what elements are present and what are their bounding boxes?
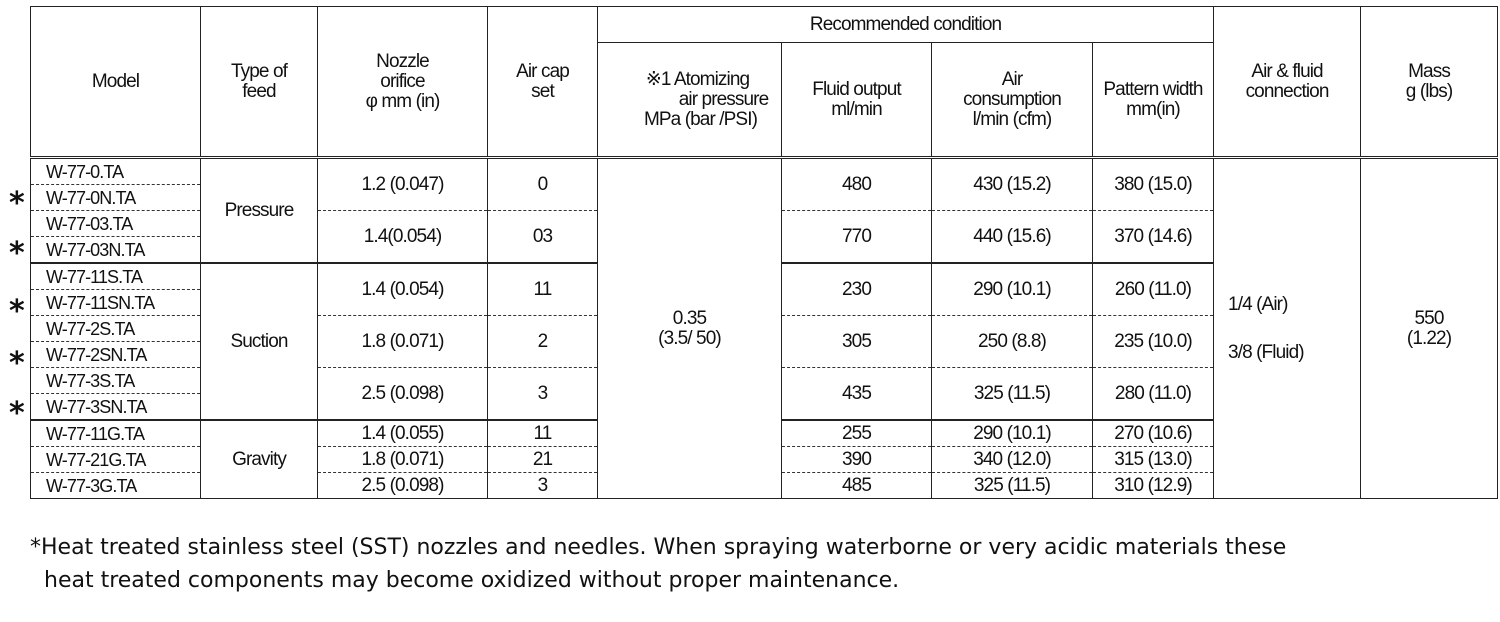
nozzle-cell: 2.5 (0.098) (318, 368, 488, 421)
header-type-of-feed: Type of feed (201, 7, 318, 158)
air-consumption-cell: 325 (11.5) (932, 368, 1093, 421)
fluid-output-cell: 255 (782, 420, 932, 447)
pattern-width-cell: 315 (13.0) (1093, 447, 1214, 473)
air-consumption-cell: 340 (12.0) (932, 447, 1093, 473)
header-air-fluid-connection: Air & fluid connection (1214, 7, 1361, 158)
sst-asterisk-marker: * (9, 396, 25, 431)
fluid-output-cell: 435 (782, 368, 932, 421)
air-cap-cell: 03 (488, 211, 598, 264)
sst-asterisk-marker: * (9, 346, 25, 381)
air-cap-cell: 21 (488, 447, 598, 473)
pattern-width-cell: 235 (10.0) (1093, 316, 1214, 368)
feed-type-suction: Suction (201, 263, 318, 420)
nozzle-cell: 1.8 (0.071) (318, 447, 488, 473)
air-consumption-cell: 430 (15.2) (932, 158, 1093, 211)
model-cell: W-77-21G.TA (31, 447, 201, 473)
header-air-consumption: Air consumption l/min (cfm) (932, 43, 1093, 158)
model-cell: W-77-3G.TA (31, 473, 201, 499)
nozzle-cell: 1.4(0.054) (318, 211, 488, 264)
model-cell: W-77-11S.TA (31, 263, 201, 290)
atomizing-pressure-cell: 0.35 (3.5/ 50) (598, 158, 782, 499)
fluid-output-cell: 770 (782, 211, 932, 264)
air-consumption-cell: 440 (15.6) (932, 211, 1093, 264)
footnote (30, 531, 1470, 597)
pattern-width-cell: 370 (14.6) (1093, 211, 1214, 264)
header-mass: Mass g (lbs) (1361, 7, 1498, 158)
feed-type-gravity: Gravity (201, 420, 318, 499)
model-cell: W-77-11G.TA (31, 420, 201, 447)
nozzle-cell: 1.2 (0.047) (318, 158, 488, 211)
model-cell: W-77-3S.TA (31, 368, 201, 394)
model-cell: W-77-0N.TA (31, 185, 201, 211)
header-model: Model (31, 7, 201, 158)
spec-table (30, 6, 1498, 499)
model-cell: W-77-11SN.TA (31, 290, 201, 316)
header-recommended-condition: Recommended condition (598, 7, 1214, 43)
nozzle-cell: 1.4 (0.054) (318, 263, 488, 316)
air-cap-cell: 0 (488, 158, 598, 211)
fluid-output-cell: 230 (782, 263, 932, 316)
pattern-width-cell: 260 (11.0) (1093, 263, 1214, 316)
nozzle-cell: 1.4 (0.055) (318, 420, 488, 447)
model-cell: W-77-2SN.TA (31, 342, 201, 368)
air-consumption-cell: 290 (10.1) (932, 263, 1093, 316)
header-nozzle-orifice: Nozzle orifice φ mm (in) (318, 7, 488, 158)
pattern-width-cell: 380 (15.0) (1093, 158, 1214, 211)
pattern-width-cell: 310 (12.9) (1093, 473, 1214, 499)
sst-asterisk-marker: * (9, 186, 25, 221)
model-cell: W-77-03N.TA (31, 237, 201, 264)
fluid-output-cell: 485 (782, 473, 932, 499)
footnote-line: heat treated components may become oxidized without proper maintenance. (44, 568, 900, 593)
nozzle-cell: 2.5 (0.098) (318, 473, 488, 499)
model-cell: W-77-03.TA (31, 211, 201, 237)
header-pattern-width: Pattern width mm(in) (1093, 43, 1214, 158)
air-cap-cell: 3 (488, 368, 598, 421)
pattern-width-cell: 270 (10.6) (1093, 420, 1214, 447)
air-cap-cell: 2 (488, 316, 598, 368)
connection-cell: 1/4 (Air) 3/8 (Fluid) (1214, 158, 1361, 499)
header-atomizing-air-pressure: ※1 Atomizing air pressure MPa (bar /PSI) (598, 43, 782, 158)
header-fluid-output: Fluid output ml/min (782, 43, 932, 158)
fluid-output-cell: 480 (782, 158, 932, 211)
air-consumption-cell: 250 (8.8) (932, 316, 1093, 368)
air-cap-cell: 11 (488, 263, 598, 316)
sst-asterisk-marker: * (9, 294, 25, 329)
model-cell: W-77-2S.TA (31, 316, 201, 342)
mass-cell: 550 (1.22) (1361, 158, 1498, 499)
header-air-cap-set: Air cap set (488, 7, 598, 158)
model-cell: W-77-3SN.TA (31, 394, 201, 421)
pattern-width-cell: 280 (11.0) (1093, 368, 1214, 421)
model-cell: W-77-0.TA (31, 158, 201, 185)
fluid-output-cell: 305 (782, 316, 932, 368)
nozzle-cell: 1.8 (0.071) (318, 316, 488, 368)
sst-asterisk-marker: * (9, 236, 25, 271)
air-consumption-cell: 325 (11.5) (932, 473, 1093, 499)
air-cap-cell: 3 (488, 473, 598, 499)
air-consumption-cell: 290 (10.1) (932, 420, 1093, 447)
footnote-line: *Heat treated stainless steel (SST) nozzles and needles. When spraying waterborne or very acidic materials these (30, 535, 1287, 560)
fluid-output-cell: 390 (782, 447, 932, 473)
air-cap-cell: 11 (488, 420, 598, 447)
feed-type-pressure: Pressure (201, 158, 318, 264)
